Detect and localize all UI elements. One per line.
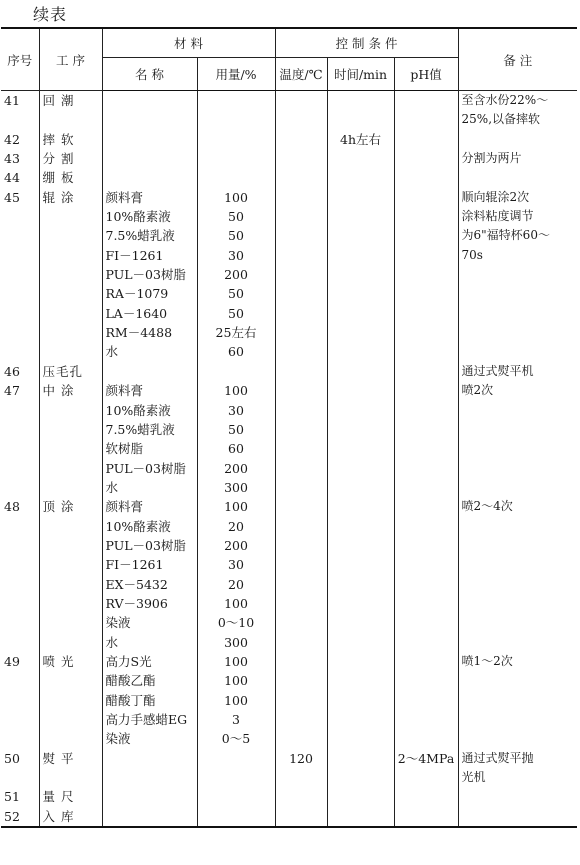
material-name-line: FI－1261 [105, 557, 164, 573]
table-row [1, 652, 577, 749]
material-amount-line: 60 [228, 441, 244, 457]
material-amount [197, 130, 275, 149]
process-step: 辊 涂 [39, 188, 102, 362]
row-number: 42 [1, 130, 39, 149]
material-amount [197, 749, 275, 788]
material-name-line: 软树脂 [105, 441, 144, 457]
remark-line [462, 594, 575, 613]
material-name-line: 颜料膏 [105, 499, 144, 515]
material-name [102, 807, 197, 827]
remark-line [462, 807, 575, 826]
remark [458, 149, 577, 168]
duration [327, 381, 394, 497]
material-amount [197, 362, 275, 381]
row-number: 50 [1, 749, 39, 788]
temperature [275, 149, 327, 168]
row-number: 52 [1, 807, 39, 827]
remark [458, 749, 577, 788]
remark-line: 25%,以备摔软 [461, 112, 541, 127]
ph-value [394, 807, 458, 827]
remark-line: 喷2次 [461, 383, 494, 398]
material-amount-line: 50 [228, 305, 244, 321]
remark-line [462, 323, 575, 342]
material-amount-line: 50 [228, 421, 244, 437]
temperature [275, 497, 327, 652]
remark-line [462, 284, 575, 303]
row-number: 46 [1, 362, 39, 381]
ph-value [394, 149, 458, 168]
material-amount [197, 787, 275, 806]
material-amount-line: 200 [224, 267, 248, 283]
remark [458, 130, 577, 149]
header-step: 工 序 [39, 28, 102, 91]
material-amount-line: 50 [228, 286, 244, 302]
table-row [1, 787, 577, 806]
material-name [102, 652, 197, 749]
material-amount-line: 200 [224, 460, 248, 476]
row-number: 45 [1, 188, 39, 362]
temperature [275, 130, 327, 149]
material-name-line: 水 [105, 344, 119, 360]
material-amount-line: 100 [224, 499, 248, 515]
ph-value [394, 130, 458, 149]
material-name-line: 高力手感蜡EG [105, 712, 188, 727]
header-name: 名 称 [102, 58, 197, 91]
material-amount-line: 25左右 [215, 325, 257, 341]
remark [458, 362, 577, 381]
material-amount-line: 3 [232, 712, 240, 727]
material-name-line: 水 [105, 479, 119, 495]
material-amount-line: 100 [224, 692, 248, 708]
material-amount-line: 0～5 [221, 731, 251, 747]
material-name-line: PUL－03树脂 [105, 537, 186, 553]
table-row [1, 749, 577, 788]
row-number: 43 [1, 149, 39, 168]
table-row [1, 381, 577, 497]
material-name-line: 染液 [105, 615, 131, 631]
remark-line: 喷2～4次 [461, 499, 513, 514]
temperature [275, 362, 327, 381]
duration [327, 652, 394, 749]
temperature [275, 91, 327, 130]
material-amount-line: 300 [224, 479, 248, 495]
remark-line [462, 265, 575, 284]
material-name-line: FI－1261 [105, 247, 164, 263]
remark-line [462, 613, 575, 632]
duration [327, 149, 394, 168]
duration [327, 749, 394, 788]
remark [458, 787, 577, 806]
remark [458, 381, 577, 497]
material-amount-line: 100 [224, 653, 248, 669]
remark-line [462, 536, 575, 555]
process-step: 压毛孔 [39, 362, 102, 381]
remark-line [462, 691, 575, 710]
header-ph: pH值 [394, 58, 458, 91]
remark [458, 807, 577, 827]
remark-line: 为6"福特杯60～ [461, 228, 550, 243]
material-name-line: RA－1079 [105, 286, 169, 302]
duration [327, 497, 394, 652]
temperature [275, 188, 327, 362]
material-name-line: 10%酪素液 [105, 518, 171, 534]
remark-line [462, 130, 575, 149]
remark-line [462, 304, 575, 323]
remark-line [462, 420, 575, 439]
ph-value [394, 362, 458, 381]
material-amount-line: 50 [228, 228, 244, 244]
process-step: 回 潮 [39, 91, 102, 130]
material-amount-line: 100 [224, 673, 248, 689]
table-row [1, 188, 577, 362]
material-name-line: 染液 [105, 731, 131, 747]
remark-line: 通过式熨平机 [461, 363, 534, 378]
remark-line: 70s [461, 247, 483, 262]
material-name-line: EX－5432 [105, 576, 168, 592]
material-amount-line: 50 [228, 209, 244, 225]
remark-line: 涂料粘度调节 [461, 209, 534, 224]
remark-line: 至含水份22%～ [461, 93, 549, 107]
material-name [102, 381, 197, 497]
material-name [102, 787, 197, 806]
remark [458, 497, 577, 652]
material-name-line: 10%酪素液 [105, 402, 171, 418]
material-name-line: 颜料膏 [105, 383, 144, 399]
header-temp: 温度/℃ [275, 58, 327, 91]
material-amount-line: 100 [224, 189, 248, 205]
remark-line [462, 342, 575, 361]
header-materials: 材 料 [102, 28, 275, 58]
duration [327, 787, 394, 806]
material-name [102, 497, 197, 652]
material-amount [197, 497, 275, 652]
row-number: 44 [1, 168, 39, 187]
remark-line: 通过式熨平抛 [461, 750, 534, 765]
ph-value [394, 497, 458, 652]
material-amount-line: 20 [228, 576, 244, 592]
row-number: 51 [1, 787, 39, 806]
remark-line [462, 555, 575, 574]
remark-line: 分割为两片 [461, 151, 522, 166]
material-amount-line: 60 [228, 344, 244, 360]
material-amount-line: 100 [224, 595, 248, 611]
material-amount-line: 200 [224, 537, 248, 553]
remark-line [462, 575, 575, 594]
material-name [102, 130, 197, 149]
duration [327, 91, 394, 130]
material-amount-line: 30 [228, 557, 244, 573]
remark-line [462, 401, 575, 420]
material-amount [197, 149, 275, 168]
row-number: 48 [1, 497, 39, 652]
table-row [1, 149, 577, 168]
material-amount [197, 652, 275, 749]
process-step: 分 割 [39, 149, 102, 168]
remark [458, 188, 577, 362]
table-row [1, 362, 577, 381]
process-step: 中 涂 [39, 381, 102, 497]
table-row [1, 130, 577, 149]
process-step: 入 库 [39, 807, 102, 827]
material-amount-line: 30 [228, 402, 244, 418]
ph-value [394, 168, 458, 187]
process-step: 摔 软 [39, 130, 102, 149]
remark-line: 顺向辊涂2次 [461, 189, 530, 204]
remark-line [462, 671, 575, 690]
ph-value [394, 188, 458, 362]
material-name-line: 醋酸丁酯 [105, 692, 156, 708]
material-amount [197, 91, 275, 130]
remark [458, 168, 577, 187]
material-name-line: 高力S光 [105, 653, 152, 669]
material-amount-line: 30 [228, 247, 244, 263]
temperature [275, 168, 327, 187]
remark-line [462, 517, 575, 536]
material-name-line: 10%酪素液 [105, 209, 171, 225]
process-step: 喷 光 [39, 652, 102, 749]
duration [327, 362, 394, 381]
remark-line [462, 459, 575, 478]
table-row [1, 91, 577, 130]
table-row [1, 807, 577, 827]
material-amount [197, 188, 275, 362]
process-table [1, 27, 577, 828]
table-body [1, 91, 577, 828]
row-number: 49 [1, 652, 39, 749]
material-name-line: 水 [105, 634, 119, 650]
remark-line [462, 439, 575, 458]
remark-line [462, 168, 575, 187]
temperature [275, 381, 327, 497]
material-name [102, 91, 197, 130]
material-name-line: PUL－03树脂 [105, 267, 186, 283]
remark [458, 652, 577, 749]
material-name-line: 醋酸乙酯 [105, 673, 156, 689]
temperature: 120 [275, 749, 327, 788]
material-amount-line: 20 [228, 518, 244, 534]
page-title: 续表 [33, 5, 68, 24]
duration [327, 188, 394, 362]
ph-value [394, 381, 458, 497]
remark-line: 光机 [461, 770, 486, 785]
header-time: 时间/min [327, 58, 394, 91]
material-amount [197, 807, 275, 827]
material-name-line: 7.5%蜡乳液 [105, 228, 175, 244]
duration: 4h左右 [327, 130, 394, 149]
material-amount-line: 300 [224, 634, 248, 650]
material-name-line: PUL－03树脂 [105, 460, 186, 476]
material-name-line: RV－3906 [105, 595, 168, 611]
temperature [275, 787, 327, 806]
remark [458, 91, 577, 130]
material-name [102, 168, 197, 187]
ph-value [394, 652, 458, 749]
process-step: 绷 板 [39, 168, 102, 187]
ph-value [394, 91, 458, 130]
material-name-line: 颜料膏 [105, 189, 144, 205]
material-amount-line: 0～10 [217, 615, 255, 631]
material-amount-line: 100 [224, 383, 248, 399]
remark-line [462, 787, 575, 806]
header-amount: 用量/% [197, 58, 275, 91]
material-name [102, 362, 197, 381]
process-step: 熨 平 [39, 749, 102, 788]
process-step: 量 尺 [39, 787, 102, 806]
material-name [102, 188, 197, 362]
material-name-line: LA－1640 [105, 305, 168, 321]
ph-value [394, 787, 458, 806]
material-name-line: 7.5%蜡乳液 [105, 421, 175, 437]
temperature [275, 807, 327, 827]
header-remarks: 备 注 [458, 28, 577, 91]
material-amount [197, 168, 275, 187]
ph-value: 2～4MPa [394, 749, 458, 788]
remark-line [462, 478, 575, 497]
material-name-line: RM－4488 [105, 325, 173, 341]
remark-line [462, 729, 575, 748]
material-name [102, 149, 197, 168]
remark-line [462, 633, 575, 652]
temperature [275, 652, 327, 749]
table-row [1, 168, 577, 187]
material-name [102, 749, 197, 788]
remark-line [462, 710, 575, 729]
table-row [1, 497, 577, 652]
material-amount [197, 381, 275, 497]
remark-line: 喷1～2次 [461, 653, 513, 668]
duration [327, 807, 394, 827]
header-no: 序号 [1, 28, 39, 91]
row-number: 47 [1, 381, 39, 497]
header-control: 控 制 条 件 [275, 28, 458, 58]
process-step: 顶 涂 [39, 497, 102, 652]
duration [327, 168, 394, 187]
row-number: 41 [1, 91, 39, 130]
